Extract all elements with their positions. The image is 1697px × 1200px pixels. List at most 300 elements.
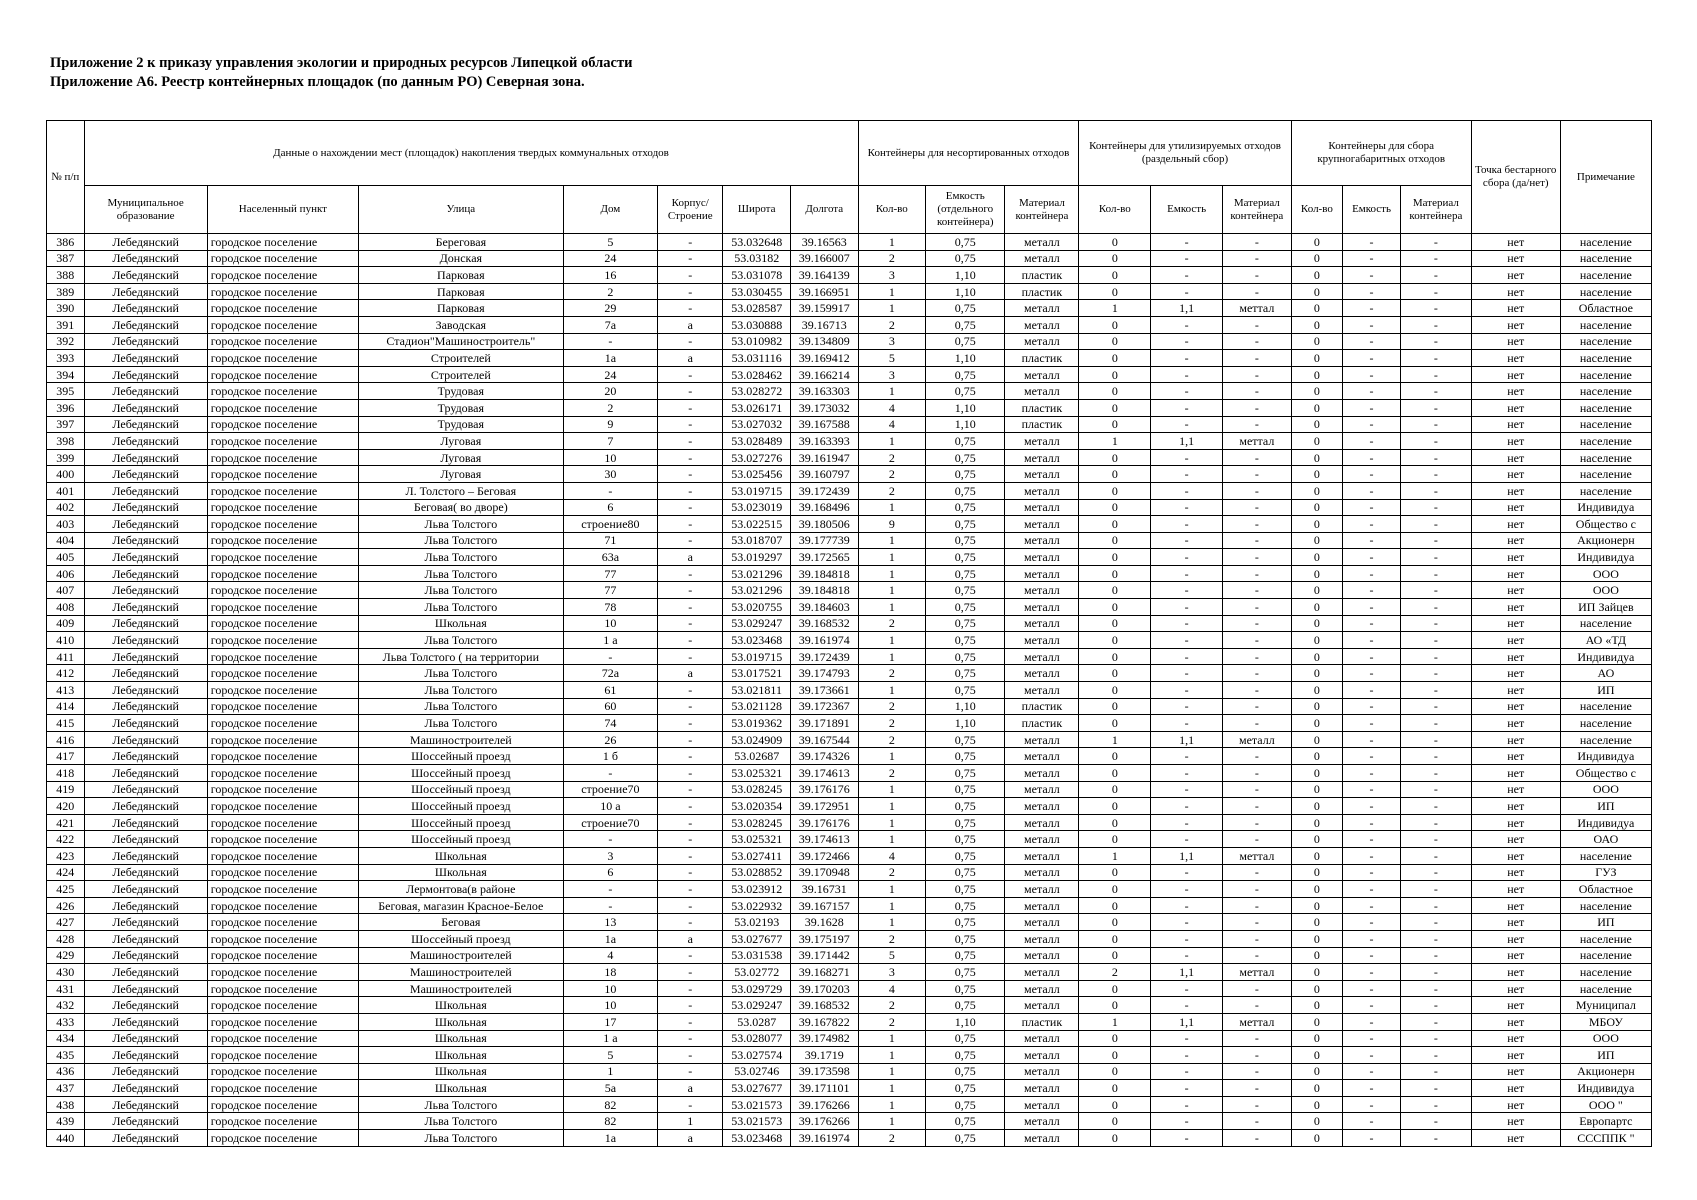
cell-bulky-capacity: -	[1343, 532, 1401, 549]
cell-note: ИП	[1560, 1047, 1651, 1064]
cell-unsorted-count: 1	[858, 549, 926, 566]
table-row	[47, 433, 1652, 450]
cell-recyclable-material: -	[1223, 1030, 1292, 1047]
col-unsorted-count-header: Кол-во	[858, 186, 926, 234]
cell-street: Машиностроителей	[358, 980, 563, 997]
cell-bulky-capacity: -	[1343, 698, 1401, 715]
cell-longitude: 39.161947	[790, 449, 858, 466]
cell-unsorted-count: 2	[858, 1013, 926, 1030]
cell-longitude: 39.174793	[790, 665, 858, 682]
cell-longitude: 39.163303	[790, 383, 858, 400]
cell-street: Машиностроителей	[358, 964, 563, 981]
cell-street: Машиностроителей	[358, 731, 563, 748]
cell-latitude: 53.025321	[723, 831, 791, 848]
cell-unsorted-capacity: 1,10	[926, 399, 1005, 416]
cell-recyclable-count: 0	[1079, 930, 1151, 947]
cell-bulky-capacity: -	[1343, 582, 1401, 599]
cell-bulky-count: 0	[1291, 532, 1342, 549]
cell-latitude: 53.022932	[723, 897, 791, 914]
cell-bulky-count: 0	[1291, 267, 1342, 284]
cell-row-num: 397	[47, 416, 85, 433]
cell-house: 78	[563, 599, 657, 616]
cell-settlement: городское поселение	[207, 897, 358, 914]
cell-settlement: городское поселение	[207, 316, 358, 333]
col-recyclable-material-header: Материал контейнера	[1223, 186, 1292, 234]
cell-house: 5	[563, 234, 657, 251]
cell-latitude: 53.019715	[723, 648, 791, 665]
cell-row-num: 432	[47, 997, 85, 1014]
cell-note: население	[1560, 283, 1651, 300]
cell-municipality: Лебедянский	[84, 765, 207, 782]
cell-bulky-material: -	[1400, 881, 1471, 898]
cell-bulky-count: 0	[1291, 499, 1342, 516]
cell-containerless: нет	[1471, 366, 1560, 383]
cell-unsorted-count: 3	[858, 366, 926, 383]
cell-bulky-count: 0	[1291, 1030, 1342, 1047]
cell-street: Строителей	[358, 366, 563, 383]
cell-building: -	[658, 814, 723, 831]
cell-bulky-count: 0	[1291, 366, 1342, 383]
cell-settlement: городское поселение	[207, 599, 358, 616]
cell-unsorted-count: 4	[858, 847, 926, 864]
cell-longitude: 39.161974	[790, 632, 858, 649]
cell-settlement: городское поселение	[207, 1096, 358, 1113]
cell-note: население	[1560, 847, 1651, 864]
cell-settlement: городское поселение	[207, 283, 358, 300]
cell-latitude: 53.020755	[723, 599, 791, 616]
cell-longitude: 39.168271	[790, 964, 858, 981]
cell-bulky-count: 0	[1291, 665, 1342, 682]
cell-settlement: городское поселение	[207, 731, 358, 748]
cell-house: 18	[563, 964, 657, 981]
cell-unsorted-count: 2	[858, 665, 926, 682]
cell-bulky-capacity: -	[1343, 433, 1401, 450]
cell-containerless: нет	[1471, 665, 1560, 682]
cell-settlement: городское поселение	[207, 781, 358, 798]
cell-bulky-capacity: -	[1343, 383, 1401, 400]
cell-note: Областное	[1560, 300, 1651, 317]
cell-street: Льва Толстого	[358, 665, 563, 682]
cell-settlement: городское поселение	[207, 416, 358, 433]
cell-unsorted-count: 2	[858, 466, 926, 483]
cell-municipality: Лебедянский	[84, 250, 207, 267]
cell-note: население	[1560, 964, 1651, 981]
cell-note: население	[1560, 897, 1651, 914]
cell-bulky-capacity: -	[1343, 831, 1401, 848]
cell-longitude: 39.166007	[790, 250, 858, 267]
cell-bulky-count: 0	[1291, 997, 1342, 1014]
cell-recyclable-count: 0	[1079, 466, 1151, 483]
cell-longitude: 39.172951	[790, 798, 858, 815]
cell-bulky-count: 0	[1291, 897, 1342, 914]
cell-municipality: Лебедянский	[84, 632, 207, 649]
cell-recyclable-capacity: -	[1151, 565, 1223, 582]
cell-bulky-capacity: -	[1343, 250, 1401, 267]
cell-house: 1 б	[563, 748, 657, 765]
cell-recyclable-material: меттал	[1223, 1013, 1292, 1030]
table-body	[47, 234, 1652, 1147]
cell-bulky-count: 0	[1291, 250, 1342, 267]
table-row	[47, 1130, 1652, 1147]
cell-unsorted-capacity: 0,75	[926, 881, 1005, 898]
cell-house: 82	[563, 1113, 657, 1130]
cell-containerless: нет	[1471, 1113, 1560, 1130]
cell-recyclable-material: -	[1223, 549, 1292, 566]
cell-unsorted-material: металл	[1005, 765, 1079, 782]
cell-note: население	[1560, 366, 1651, 383]
cell-row-num: 408	[47, 599, 85, 616]
cell-latitude: 53.02687	[723, 748, 791, 765]
cell-bulky-material: -	[1400, 897, 1471, 914]
cell-longitude: 39.167588	[790, 416, 858, 433]
cell-bulky-capacity: -	[1343, 798, 1401, 815]
cell-street: Льва Толстого	[358, 698, 563, 715]
table-row	[47, 1113, 1652, 1130]
cell-recyclable-count: 0	[1079, 234, 1151, 251]
cell-containerless: нет	[1471, 831, 1560, 848]
cell-bulky-count: 0	[1291, 980, 1342, 997]
cell-recyclable-capacity: -	[1151, 864, 1223, 881]
cell-settlement: городское поселение	[207, 814, 358, 831]
cell-recyclable-material: -	[1223, 333, 1292, 350]
cell-bulky-count: 0	[1291, 964, 1342, 981]
cell-settlement: городское поселение	[207, 350, 358, 367]
cell-latitude: 53.027276	[723, 449, 791, 466]
cell-unsorted-material: металл	[1005, 930, 1079, 947]
table-row	[47, 449, 1652, 466]
cell-bulky-material: -	[1400, 947, 1471, 964]
cell-house: 26	[563, 731, 657, 748]
cell-unsorted-count: 2	[858, 864, 926, 881]
cell-unsorted-material: металл	[1005, 316, 1079, 333]
cell-recyclable-count: 0	[1079, 1047, 1151, 1064]
cell-house: 29	[563, 300, 657, 317]
cell-longitude: 39.173598	[790, 1063, 858, 1080]
cell-bulky-capacity: -	[1343, 1063, 1401, 1080]
table-row	[47, 399, 1652, 416]
cell-recyclable-count: 0	[1079, 632, 1151, 649]
cell-longitude: 39.184818	[790, 582, 858, 599]
cell-bulky-capacity: -	[1343, 1096, 1401, 1113]
cell-longitude: 39.134809	[790, 333, 858, 350]
table-row	[47, 632, 1652, 649]
cell-row-num: 421	[47, 814, 85, 831]
cell-recyclable-capacity: -	[1151, 930, 1223, 947]
cell-recyclable-count: 0	[1079, 416, 1151, 433]
cell-unsorted-capacity: 0,75	[926, 864, 1005, 881]
cell-bulky-capacity: -	[1343, 599, 1401, 616]
cell-containerless: нет	[1471, 881, 1560, 898]
cell-note: население	[1560, 333, 1651, 350]
cell-building: -	[658, 831, 723, 848]
cell-bulky-count: 0	[1291, 615, 1342, 632]
table-row	[47, 1063, 1652, 1080]
cell-longitude: 39.173661	[790, 682, 858, 699]
cell-bulky-material: -	[1400, 1063, 1471, 1080]
cell-municipality: Лебедянский	[84, 516, 207, 533]
cell-unsorted-capacity: 0,75	[926, 499, 1005, 516]
cell-municipality: Лебедянский	[84, 532, 207, 549]
cell-street: Стадион"Машиностроитель"	[358, 333, 563, 350]
cell-municipality: Лебедянский	[84, 881, 207, 898]
cell-unsorted-count: 1	[858, 798, 926, 815]
cell-unsorted-material: металл	[1005, 383, 1079, 400]
cell-note: ИП Зайцев	[1560, 599, 1651, 616]
cell-unsorted-capacity: 0,75	[926, 1063, 1005, 1080]
cell-unsorted-count: 1	[858, 897, 926, 914]
table-row	[47, 980, 1652, 997]
cell-note: ООО	[1560, 781, 1651, 798]
cell-house: -	[563, 881, 657, 898]
col-lon-header: Долгота	[790, 186, 858, 234]
cell-municipality: Лебедянский	[84, 267, 207, 284]
cell-unsorted-count: 2	[858, 1130, 926, 1147]
cell-row-num: 403	[47, 516, 85, 533]
cell-recyclable-capacity: -	[1151, 250, 1223, 267]
cell-recyclable-material: -	[1223, 980, 1292, 997]
cell-containerless: нет	[1471, 964, 1560, 981]
cell-unsorted-material: металл	[1005, 565, 1079, 582]
cell-recyclable-material: -	[1223, 914, 1292, 931]
table-row	[47, 831, 1652, 848]
cell-latitude: 53.031538	[723, 947, 791, 964]
cell-note: ИП	[1560, 798, 1651, 815]
cell-house: 16	[563, 267, 657, 284]
cell-recyclable-count: 0	[1079, 1080, 1151, 1097]
cell-containerless: нет	[1471, 466, 1560, 483]
cell-latitude: 53.028587	[723, 300, 791, 317]
cell-recyclable-material: -	[1223, 366, 1292, 383]
cell-containerless: нет	[1471, 516, 1560, 533]
cell-municipality: Лебедянский	[84, 997, 207, 1014]
cell-building: -	[658, 516, 723, 533]
cell-recyclable-capacity: -	[1151, 615, 1223, 632]
cell-settlement: городское поселение	[207, 433, 358, 450]
cell-bulky-count: 0	[1291, 648, 1342, 665]
cell-settlement: городское поселение	[207, 847, 358, 864]
cell-recyclable-capacity: -	[1151, 698, 1223, 715]
cell-building: 1	[658, 1113, 723, 1130]
cell-unsorted-capacity: 0,75	[926, 930, 1005, 947]
cell-containerless: нет	[1471, 814, 1560, 831]
cell-bulky-count: 0	[1291, 765, 1342, 782]
cell-bulky-capacity: -	[1343, 964, 1401, 981]
table-row	[47, 765, 1652, 782]
cell-house: 82	[563, 1096, 657, 1113]
cell-settlement: городское поселение	[207, 532, 358, 549]
cell-containerless: нет	[1471, 682, 1560, 699]
cell-recyclable-capacity: -	[1151, 1130, 1223, 1147]
cell-unsorted-material: металл	[1005, 748, 1079, 765]
cell-latitude: 53.020354	[723, 798, 791, 815]
cell-recyclable-material: -	[1223, 383, 1292, 400]
cell-unsorted-count: 9	[858, 516, 926, 533]
cell-bulky-material: -	[1400, 1030, 1471, 1047]
cell-unsorted-capacity: 0,75	[926, 781, 1005, 798]
cell-bulky-capacity: -	[1343, 897, 1401, 914]
cell-bulky-material: -	[1400, 449, 1471, 466]
cell-bulky-count: 0	[1291, 914, 1342, 931]
cell-municipality: Лебедянский	[84, 1080, 207, 1097]
cell-bulky-capacity: -	[1343, 781, 1401, 798]
col-settlement-header: Населенный пункт	[207, 186, 358, 234]
cell-recyclable-capacity: -	[1151, 549, 1223, 566]
cell-unsorted-capacity: 0,75	[926, 516, 1005, 533]
cell-recyclable-material: -	[1223, 930, 1292, 947]
cell-house: строение70	[563, 814, 657, 831]
cell-unsorted-capacity: 1,10	[926, 1013, 1005, 1030]
cell-containerless: нет	[1471, 798, 1560, 815]
cell-building: -	[658, 964, 723, 981]
cell-row-num: 422	[47, 831, 85, 848]
cell-bulky-material: -	[1400, 416, 1471, 433]
cell-municipality: Лебедянский	[84, 698, 207, 715]
table-row	[47, 698, 1652, 715]
cell-municipality: Лебедянский	[84, 615, 207, 632]
cell-unsorted-count: 3	[858, 964, 926, 981]
cell-containerless: нет	[1471, 316, 1560, 333]
cell-recyclable-material: -	[1223, 1047, 1292, 1064]
cell-bulky-capacity: -	[1343, 881, 1401, 898]
table-row	[47, 964, 1652, 981]
cell-latitude: 53.028462	[723, 366, 791, 383]
cell-bulky-capacity: -	[1343, 765, 1401, 782]
cell-recyclable-material: -	[1223, 565, 1292, 582]
cell-settlement: городское поселение	[207, 964, 358, 981]
cell-recyclable-count: 0	[1079, 350, 1151, 367]
table-row	[47, 582, 1652, 599]
cell-latitude: 53.03182	[723, 250, 791, 267]
cell-bulky-material: -	[1400, 914, 1471, 931]
cell-unsorted-count: 2	[858, 997, 926, 1014]
cell-house: 3	[563, 847, 657, 864]
cell-municipality: Лебедянский	[84, 814, 207, 831]
cell-recyclable-material: -	[1223, 399, 1292, 416]
cell-recyclable-capacity: -	[1151, 599, 1223, 616]
cell-settlement: городское поселение	[207, 648, 358, 665]
table-row	[47, 1013, 1652, 1030]
cell-longitude: 39.169412	[790, 350, 858, 367]
cell-containerless: нет	[1471, 914, 1560, 931]
cell-unsorted-material: металл	[1005, 234, 1079, 251]
cell-municipality: Лебедянский	[84, 1047, 207, 1064]
cell-building: а	[658, 549, 723, 566]
cell-containerless: нет	[1471, 615, 1560, 632]
cell-bulky-count: 0	[1291, 449, 1342, 466]
cell-unsorted-material: металл	[1005, 665, 1079, 682]
cell-street: Трудовая	[358, 416, 563, 433]
cell-containerless: нет	[1471, 698, 1560, 715]
table-row	[47, 1030, 1652, 1047]
cell-building: -	[658, 1063, 723, 1080]
cell-containerless: нет	[1471, 897, 1560, 914]
cell-row-num: 429	[47, 947, 85, 964]
cell-settlement: городское поселение	[207, 1047, 358, 1064]
cell-latitude: 53.021573	[723, 1096, 791, 1113]
cell-unsorted-capacity: 0,75	[926, 1096, 1005, 1113]
cell-longitude: 39.163393	[790, 433, 858, 450]
cell-unsorted-material: пластик	[1005, 399, 1079, 416]
cell-municipality: Лебедянский	[84, 549, 207, 566]
cell-note: ООО "	[1560, 1096, 1651, 1113]
cell-row-num: 386	[47, 234, 85, 251]
cell-unsorted-count: 1	[858, 1113, 926, 1130]
cell-longitude: 39.173032	[790, 399, 858, 416]
cell-municipality: Лебедянский	[84, 433, 207, 450]
cell-recyclable-material: -	[1223, 698, 1292, 715]
cell-latitude: 53.022515	[723, 516, 791, 533]
cell-latitude: 53.019297	[723, 549, 791, 566]
cell-longitude: 39.184818	[790, 565, 858, 582]
cell-unsorted-material: металл	[1005, 947, 1079, 964]
cell-containerless: нет	[1471, 582, 1560, 599]
cell-latitude: 53.031078	[723, 267, 791, 284]
cell-bulky-count: 0	[1291, 350, 1342, 367]
cell-bulky-material: -	[1400, 997, 1471, 1014]
cell-bulky-capacity: -	[1343, 482, 1401, 499]
table-row	[47, 715, 1652, 732]
cell-house: 60	[563, 698, 657, 715]
cell-building: а	[658, 316, 723, 333]
cell-unsorted-count: 2	[858, 698, 926, 715]
cell-bulky-material: -	[1400, 433, 1471, 450]
cell-row-num: 405	[47, 549, 85, 566]
cell-longitude: 39.170203	[790, 980, 858, 997]
table-row	[47, 366, 1652, 383]
cell-bulky-count: 0	[1291, 416, 1342, 433]
cell-municipality: Лебедянский	[84, 748, 207, 765]
cell-recyclable-capacity: 1,1	[1151, 300, 1223, 317]
cell-street: Льва Толстого	[358, 532, 563, 549]
cell-street: Шоссейный проезд	[358, 814, 563, 831]
cell-municipality: Лебедянский	[84, 499, 207, 516]
col-building-header: Корпус/ Строение	[658, 186, 723, 234]
cell-bulky-material: -	[1400, 1047, 1471, 1064]
cell-bulky-capacity: -	[1343, 814, 1401, 831]
cell-unsorted-capacity: 1,10	[926, 350, 1005, 367]
table-row	[47, 814, 1652, 831]
cell-street: Беговая, магазин Красное-Белое	[358, 897, 563, 914]
cell-longitude: 39.16563	[790, 234, 858, 251]
cell-recyclable-capacity: -	[1151, 798, 1223, 815]
cell-settlement: городское поселение	[207, 765, 358, 782]
cell-recyclable-count: 0	[1079, 665, 1151, 682]
cell-bulky-capacity: -	[1343, 648, 1401, 665]
table-row	[47, 682, 1652, 699]
cell-recyclable-material: -	[1223, 615, 1292, 632]
cell-bulky-count: 0	[1291, 333, 1342, 350]
cell-row-num: 398	[47, 433, 85, 450]
cell-unsorted-count: 1	[858, 814, 926, 831]
cell-unsorted-material: пластик	[1005, 416, 1079, 433]
cell-longitude: 39.176176	[790, 781, 858, 798]
cell-house: 20	[563, 383, 657, 400]
cell-recyclable-count: 0	[1079, 980, 1151, 997]
cell-latitude: 53.010982	[723, 333, 791, 350]
cell-bulky-capacity: -	[1343, 549, 1401, 566]
table-row	[47, 1096, 1652, 1113]
cell-unsorted-capacity: 1,10	[926, 267, 1005, 284]
cell-municipality: Лебедянский	[84, 283, 207, 300]
cell-settlement: городское поселение	[207, 980, 358, 997]
cell-recyclable-count: 0	[1079, 881, 1151, 898]
cell-latitude: 53.023468	[723, 1130, 791, 1147]
cell-bulky-material: -	[1400, 748, 1471, 765]
cell-note: население	[1560, 715, 1651, 732]
cell-street: Парковая	[358, 283, 563, 300]
cell-municipality: Лебедянский	[84, 715, 207, 732]
cell-unsorted-material: металл	[1005, 615, 1079, 632]
